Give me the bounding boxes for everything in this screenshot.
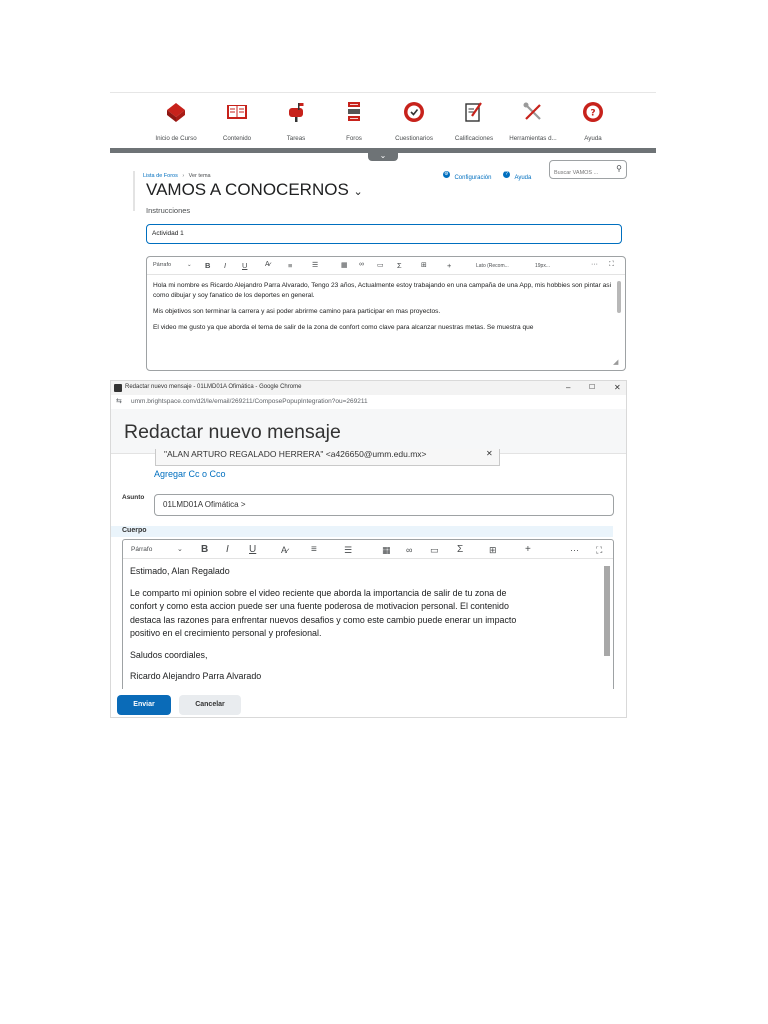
app-icon: [114, 384, 122, 392]
settings-link[interactable]: [443, 166, 491, 184]
question-icon: ?: [503, 171, 510, 178]
insert-dropdown[interactable]: +: [525, 544, 531, 555]
compose-editor: [122, 539, 614, 693]
strikethrough-button[interactable]: A̷: [265, 261, 270, 268]
remove-recipient-icon[interactable]: ✕: [486, 449, 493, 458]
font-family-dropdown[interactable]: Lato (Recom...: [476, 263, 509, 269]
clipboard-pencil-icon: [463, 101, 485, 123]
svg-text:?: ?: [590, 108, 596, 119]
navbar-collapse-button[interactable]: [368, 151, 398, 161]
body-line: destaca las razones para enfrentar nuevos desafios y como este cambio puede enerar un impacto: [130, 614, 517, 625]
compose-editor-content[interactable]: [130, 565, 600, 690]
window-title: Redactar nuevo mensaje - 01LMD01A Ofimática - Google Chrome: [125, 384, 302, 390]
minimize-button[interactable]: –: [566, 383, 571, 392]
body-paragraph: Mis objetivos son terminar la carrera y asi poder abrirme camino para participar en mas proyectos.: [153, 308, 441, 315]
strikethrough-button[interactable]: A̷: [281, 545, 288, 555]
forum-search: [549, 160, 627, 179]
page-title: [146, 180, 363, 200]
nav-label: Tareas: [286, 135, 306, 142]
breadcrumb-current: Ver tema: [188, 173, 211, 179]
resize-handle-icon[interactable]: ◢: [613, 359, 619, 366]
nav-item-forums[interactable]: [321, 101, 387, 142]
fullscreen-button[interactable]: ⛶: [596, 545, 603, 555]
forum-screenshot: [110, 92, 656, 371]
table-icon[interactable]: ⊞: [489, 545, 497, 555]
chevron-down-icon[interactable]: ⌄: [353, 186, 363, 198]
align-dropdown[interactable]: ≡: [311, 544, 317, 555]
link-icon[interactable]: ∞: [406, 545, 413, 555]
more-options-button[interactable]: ···: [591, 261, 598, 268]
compose-header: [111, 409, 626, 454]
underline-button[interactable]: U: [249, 544, 257, 555]
table-icon[interactable]: ⊞: [421, 262, 427, 269]
nav-item-quizzes[interactable]: [381, 101, 447, 142]
search-icon[interactable]: ⚲: [616, 164, 622, 173]
page-title-text: VAMOS A CONOCERNOS: [146, 180, 349, 199]
nav-label: Cuestionarios: [395, 135, 433, 142]
add-cc-link[interactable]: Agregar Cc o Cco: [154, 469, 226, 479]
compose-toolbar: [123, 540, 613, 559]
clock-check-icon: [403, 101, 425, 123]
editor-scrollbar[interactable]: [617, 281, 621, 313]
image-icon[interactable]: ▭: [430, 545, 439, 555]
browser-urlbar[interactable]: [111, 395, 626, 410]
nav-item-grades[interactable]: [441, 101, 507, 142]
gear-icon: ⚙: [444, 171, 449, 178]
more-options-button[interactable]: ···: [570, 545, 579, 555]
breadcrumb-separator: ›: [182, 173, 185, 179]
link-icon[interactable]: ∞: [359, 261, 364, 268]
subject-field[interactable]: [154, 494, 614, 516]
body-paragraph: Hola mi nombre es Ricardo Alejandro Parra Alvarado, Tengo 23 años, Actualmente estoy trabajando en una campaña de una App, mis hobbies son pintar asi como dibujar y soy fanatico de los deportes en general.: [153, 282, 612, 299]
chevron-down-icon[interactable]: ⌄: [177, 546, 183, 553]
send-button[interactable]: Enviar: [117, 695, 171, 715]
house-icon: [165, 101, 187, 123]
nav-label: Foros: [346, 135, 362, 142]
help-label: Ayuda: [514, 175, 532, 181]
list-dropdown[interactable]: ☰: [312, 262, 319, 269]
nav-item-home[interactable]: [143, 101, 209, 142]
nav-label: Herramientas d...: [509, 135, 557, 142]
subject-label: Asunto: [122, 494, 145, 501]
equation-dropdown[interactable]: Σ: [397, 261, 402, 270]
nav-label: Contenido: [222, 135, 252, 142]
body-line: Le comparto mi opinion sobre el video reciente que aborda la importancia de salir de tu zona de: [130, 587, 507, 598]
help-icon: [582, 101, 604, 123]
italic-button[interactable]: I: [226, 544, 229, 555]
book-icon: [226, 101, 248, 123]
subject-input[interactable]: [146, 224, 622, 244]
body-label-row: [111, 526, 613, 537]
body-paragraph: El video me gusto ya que aborda el tema de salir de la zona de confort como clave para alcanzar nuestras metas. Se muestra que: [153, 324, 534, 331]
forum-editor-content[interactable]: [153, 281, 613, 367]
browser-titlebar: [111, 381, 626, 395]
help-link[interactable]: [503, 166, 531, 184]
cancel-button[interactable]: Cancelar: [179, 695, 241, 715]
site-info-icon[interactable]: ⇆: [116, 398, 122, 405]
recipient-address: "ALAN ARTURO REGALADO HERRERA" <a426650@umm.edu.mx>: [164, 449, 427, 459]
media-icon[interactable]: ▦: [341, 262, 348, 269]
body-line: positivo en el crecimiento personal y profesional.: [130, 628, 322, 638]
body-line: Ricardo Alejandro Parra Alvarado: [130, 671, 262, 681]
italic-button[interactable]: I: [224, 261, 227, 270]
subject-value: 01LMD01A Ofimática >: [163, 500, 246, 509]
body-line: Estimado, Alan Regalado: [130, 566, 230, 576]
nav-label: Ayuda: [584, 135, 602, 142]
nav-label: Inicio de Curso: [155, 135, 197, 142]
breadcrumb-forums-link[interactable]: Lista de Foros: [143, 173, 178, 179]
equation-dropdown[interactable]: Σ: [457, 544, 464, 555]
nav-label: Calificaciones: [454, 135, 494, 142]
subject-value: Actividad 1: [152, 230, 184, 237]
compose-heading: Redactar nuevo mensaje: [124, 421, 341, 443]
body-label: Cuerpo: [122, 527, 147, 534]
forum-editor: [146, 256, 626, 371]
chevron-down-icon[interactable]: ⌄: [187, 262, 192, 268]
settings-label: Configuración: [454, 175, 492, 181]
close-button[interactable]: ✕: [614, 383, 621, 392]
maximize-button[interactable]: ☐: [589, 384, 596, 391]
list-dropdown[interactable]: ☰: [344, 545, 353, 555]
title-accent-bar: [133, 171, 135, 211]
image-icon[interactable]: ▭: [377, 262, 384, 269]
editor-toolbar: [147, 257, 625, 275]
url-text: umm.brightspace.com/d2l/le/email/269211/ComposePopupIntegration?ou=269211: [131, 398, 368, 405]
recipient-chip: [155, 449, 500, 466]
nav-item-content[interactable]: [204, 101, 270, 142]
search-input[interactable]: [550, 166, 610, 181]
align-dropdown[interactable]: ≡: [288, 261, 293, 270]
underline-button[interactable]: U: [242, 261, 248, 270]
editor-scrollbar[interactable]: [604, 566, 610, 656]
forum-icon: [343, 101, 365, 123]
tools-icon: [522, 101, 544, 123]
compose-footer: [111, 689, 626, 717]
insert-dropdown[interactable]: +: [447, 261, 452, 270]
font-size-dropdown[interactable]: 19px...: [535, 263, 551, 269]
bold-button[interactable]: B: [205, 261, 211, 270]
chevron-down-icon: ⌄: [379, 151, 387, 160]
nav-item-tools[interactable]: [500, 101, 566, 142]
bold-button[interactable]: B: [201, 544, 209, 555]
nav-item-help[interactable]: [560, 101, 626, 142]
compose-popup-screenshot: [110, 380, 627, 718]
nav-item-assignments[interactable]: [263, 101, 329, 142]
fullscreen-button[interactable]: ⛶: [609, 261, 614, 268]
media-icon[interactable]: ▦: [382, 545, 391, 555]
body-line: Saludos coordiales,: [130, 649, 208, 660]
body-line: confort y como esta accion puede ser una fuente poderosa de motivacion personal. El contenido: [130, 601, 509, 611]
paragraph-format-dropdown[interactable]: Párrafo: [131, 546, 153, 553]
mailbox-icon: [285, 101, 307, 123]
instructions-label: Instrucciones: [146, 206, 191, 215]
paragraph-format-dropdown[interactable]: Párrafo: [153, 262, 172, 268]
